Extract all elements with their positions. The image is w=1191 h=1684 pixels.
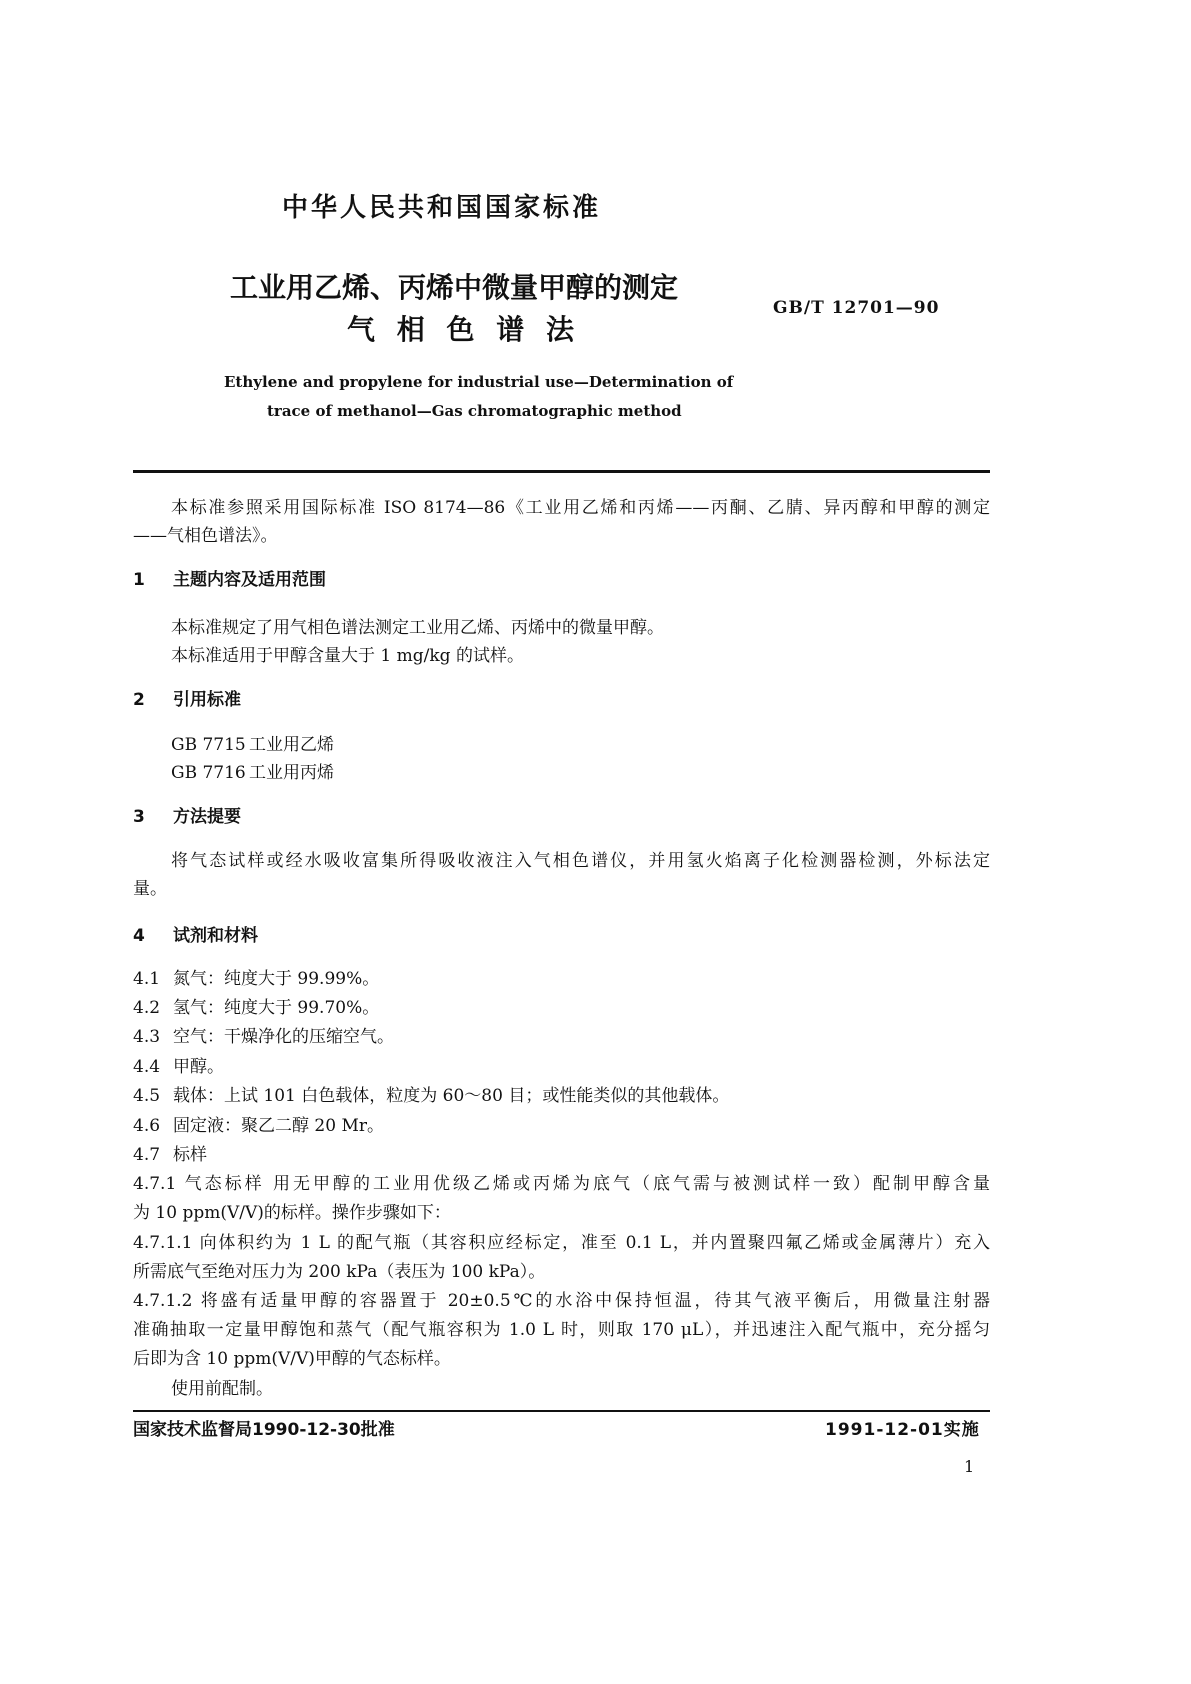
section-4-7-1-2-line1: 4.7.1.2 将盛有适量甲醇的容器置于 20±0.5℃的水浴中保持恒温，待其气液平衡后，用微量注射器	[133, 1291, 990, 1311]
list-item: 4.1 氮气：纯度大于 99.99%。	[133, 969, 380, 989]
section-4-7-1-2-line3: 后即为含 10 ppm(V/V)甲醇的气态标样。	[133, 1349, 451, 1369]
english-title-line2: trace of methanol—Gas chromatographic method	[267, 402, 682, 420]
document-subtitle: 气 相 色 谱 法	[347, 313, 580, 346]
national-standard-heading: 中华人民共和国国家标准	[282, 193, 602, 223]
document-title: 工业用乙烯、丙烯中微量甲醇的测定	[230, 271, 679, 304]
reference-item: GB 7716 工业用丙烯	[171, 763, 334, 783]
section-3-line1: 将气态试样或经水吸收富集所得吸收液注入气相色谱仪，并用氢火焰离子化检测器检测，外标法定	[171, 851, 990, 871]
section-1-para1: 本标准规定了用气相色谱法测定工业用乙烯、丙烯中的微量甲醇。	[171, 618, 664, 638]
section-1-para2: 本标准适用于甲醇含量大于 1 mg/kg 的试样。	[171, 646, 524, 666]
list-item: 4.6 固定液：聚乙二醇 20 Mr。	[133, 1116, 384, 1136]
section-4-7-1-1-line2: 所需底气至绝对压力为 200 kPa（表压为 100 kPa）。	[133, 1262, 546, 1282]
section-1-heading: 1 主题内容及适用范围	[133, 570, 326, 590]
approval-date: 国家技术监督局1990-12-30批准	[133, 1420, 395, 1440]
footer-divider	[133, 1410, 990, 1412]
page-number: 1	[964, 1457, 975, 1476]
section-4-7-1-2-line4: 使用前配制。	[171, 1379, 273, 1399]
reference-item: GB 7715 工业用乙烯	[171, 735, 334, 755]
section-3-heading: 3 方法提要	[133, 807, 241, 827]
standard-code: GB/T 12701—90	[773, 298, 940, 318]
section-3-line2: 量。	[133, 879, 167, 899]
list-item: 4.5 载体：上试 101 白色载体，粒度为 60～80 目；或性能类似的其他载体。	[133, 1086, 730, 1106]
list-item: 4.7 标样	[133, 1145, 207, 1165]
list-item: 4.2 氢气：纯度大于 99.70%。	[133, 998, 380, 1018]
section-4-7-1-line1: 4.7.1 气态标样 用无甲醇的工业用优级乙烯或丙烯为底气（底气需与被测试样一致）配制甲醇含量	[133, 1174, 990, 1194]
list-item: 4.3 空气：干燥净化的压缩空气。	[133, 1027, 394, 1047]
section-2-heading: 2 引用标准	[133, 690, 241, 710]
effective-date: 1991-12-01实施	[825, 1420, 980, 1440]
intro-line1: 本标准参照采用国际标准 ISO 8174—86《工业用乙烯和丙烯——丙酮、乙腈、异丙醇和甲醇的测定	[171, 498, 990, 518]
section-4-7-1-line2: 为 10 ppm(V/V)的标样。操作步骤如下：	[133, 1203, 451, 1223]
list-item: 4.4 甲醇。	[133, 1057, 224, 1077]
header-divider	[133, 470, 990, 473]
section-4-heading: 4 试剂和材料	[133, 926, 258, 946]
english-title-line1: Ethylene and propylene for industrial use—Determination of	[224, 373, 734, 391]
section-4-7-1-1-line1: 4.7.1.1 向体积约为 1 L 的配气瓶（其容积应经标定，准至 0.1 L，并内置聚四氟乙烯或金属薄片）充入	[133, 1233, 990, 1253]
section-4-7-1-2-line2: 准确抽取一定量甲醇饱和蒸气（配气瓶容积为 1.0 L 时，则取 170 μL），并迅速注入配气瓶中，充分摇匀	[133, 1320, 990, 1340]
intro-line2: ——气相色谱法》。	[133, 526, 278, 546]
